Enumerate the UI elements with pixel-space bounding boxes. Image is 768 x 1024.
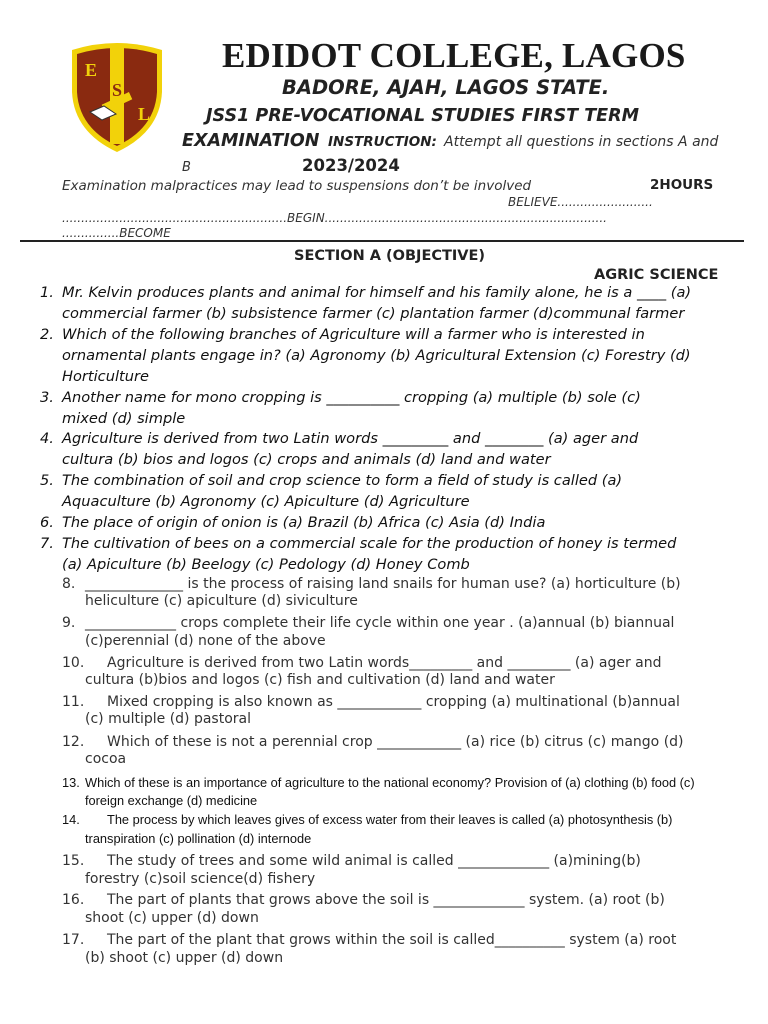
- session-year: 2023/2024: [302, 156, 400, 175]
- question-number: 2.: [40, 326, 54, 343]
- subject-title: AGRIC SCIENCE: [594, 267, 719, 283]
- question-text: The part of the plant that grows within the soil is called__________ system (a) root: [107, 932, 677, 948]
- question-number: 12.: [62, 734, 85, 750]
- question-text: (c) multiple (d) pastoral: [85, 711, 251, 727]
- question-number: 9.: [62, 615, 76, 631]
- instruction-cont: B: [182, 160, 191, 175]
- school-name: EDIDOT COLLEGE, LAGOS: [222, 36, 686, 75]
- question-text: Another name for mono cropping is __________ cropping (a) multiple (b) sole (c): [62, 389, 641, 406]
- question-number: 10.: [62, 655, 85, 671]
- question-text: Which of these is not a perennial crop ____________ (a) rice (b) citrus (c) mango (d): [107, 734, 684, 750]
- exam-title-cont: EXAMINATION: [182, 131, 320, 151]
- question-text: mixed (d) simple: [62, 410, 186, 427]
- question-text: The combination of soil and crop science to form a field of study is called (a): [62, 472, 623, 489]
- question-text: Agriculture is derived from two Latin words_________ and _________ (a) ager and: [107, 655, 662, 671]
- question-number: 15.: [62, 853, 85, 869]
- question-number: 11.: [62, 694, 85, 710]
- question-number: 3.: [40, 389, 54, 406]
- crest-letter-e: E: [84, 60, 98, 80]
- question-text: Which of these is an importance of agriculture to the national economy? Provision of (a) clothing (b) food (c): [85, 775, 695, 790]
- motto-believe: BELIEVE.........................: [508, 195, 653, 209]
- question-text: _____________ crops complete their life cycle within one year . (a)annual (b) biannual: [85, 615, 675, 631]
- motto-become: ...............BECOME: [62, 226, 171, 240]
- question-text: heliculture (c) apiculture (d) siviculture: [85, 593, 358, 609]
- question-text: Agriculture is derived from two Latin words _________ and ________ (a) ager and: [62, 430, 639, 447]
- crest-letter-s: S: [111, 80, 123, 100]
- question-text: The process by which leaves gives of excess water from their leaves is called (a) photosynthesis (b): [107, 812, 673, 827]
- question-number: 16.: [62, 892, 85, 908]
- exam-duration: 2HOURS: [650, 177, 714, 193]
- question-number: 17.: [62, 932, 85, 948]
- question-text: cocoa: [85, 751, 127, 767]
- instruction-label: INSTRUCTION:: [328, 134, 437, 150]
- question-text: Which of the following branches of Agriculture will a farmer who is interested in: [62, 326, 645, 343]
- question-text: cultura (b) bios and logos (c) crops and animals (d) land and water: [62, 451, 551, 468]
- question-text: Horticulture: [62, 368, 149, 385]
- header-divider: [20, 240, 744, 242]
- question-number: 5.: [40, 472, 54, 489]
- section-title: SECTION A (OBJECTIVE): [294, 248, 486, 264]
- question-text: shoot (c) upper (d) down: [85, 910, 259, 926]
- question-number: 4.: [40, 430, 54, 447]
- question-text: transpiration (c) pollination (d) internode: [85, 831, 312, 846]
- question-text: The part of plants that grows above the soil is _____________ system. (a) root (b): [107, 892, 665, 908]
- question-text: (a) Apiculture (b) Beelogy (c) Pedology (d) Honey Comb: [62, 556, 470, 573]
- question-text: Mixed cropping is also known as ____________ cropping (a) multinational (b)annual: [107, 694, 680, 710]
- crest-letter-l: L: [137, 104, 151, 124]
- question-number: 6.: [40, 514, 54, 531]
- motto-begin: ...........................................................BEGIN..........................................................................: [62, 211, 607, 225]
- exam-title: JSS1 PRE-VOCATIONAL STUDIES FIRST TERM: [206, 106, 639, 126]
- question-text: The cultivation of bees on a commercial scale for the production of honey is termed: [62, 535, 677, 552]
- question-text: (c)perennial (d) none of the above: [85, 633, 326, 649]
- instruction-text: Attempt all questions in sections A and: [444, 134, 719, 150]
- question-text: The place of origin of onion is (a) Brazil (b) Africa (c) Asia (d) India: [62, 514, 546, 531]
- question-number: 8.: [62, 576, 76, 592]
- question-text: forestry (c)soil science(d) fishery: [85, 871, 316, 887]
- question-text: foreign exchange (d) medicine: [85, 793, 258, 808]
- question-text: Mr. Kelvin produces plants and animal for himself and his family alone, he is a ____ (a): [62, 284, 692, 301]
- question-number: 7.: [40, 535, 54, 552]
- school-address: BADORE, AJAH, LAGOS STATE.: [282, 76, 610, 99]
- question-text: The study of trees and some wild animal is called _____________ (a)mining(b): [107, 853, 641, 869]
- question-number: 1.: [40, 284, 54, 301]
- question-text: Aquaculture (b) Agronomy (c) Apiculture (d) Agriculture: [62, 493, 470, 510]
- question-number: 14.: [62, 812, 80, 827]
- question-text: commercial farmer (b) subsistence farmer (c) plantation farmer (d)communal farmer: [62, 305, 685, 322]
- question-text: ornamental plants engage in? (a) Agronomy (b) Agricultural Extension (c) Forestry (d): [62, 347, 691, 364]
- question-text: cultura (b)bios and logos (c) fish and cultivation (d) land and water: [85, 672, 555, 688]
- school-crest-logo: [64, 40, 170, 154]
- question-number: 13.: [62, 775, 80, 790]
- malpractice-warning: Examination malpractices may lead to suspensions don’t be involved: [62, 178, 532, 194]
- question-text: (b) shoot (c) upper (d) down: [85, 950, 284, 966]
- question-text: ______________ is the process of raising land snails for human use? (a) horticulture (b): [85, 576, 681, 592]
